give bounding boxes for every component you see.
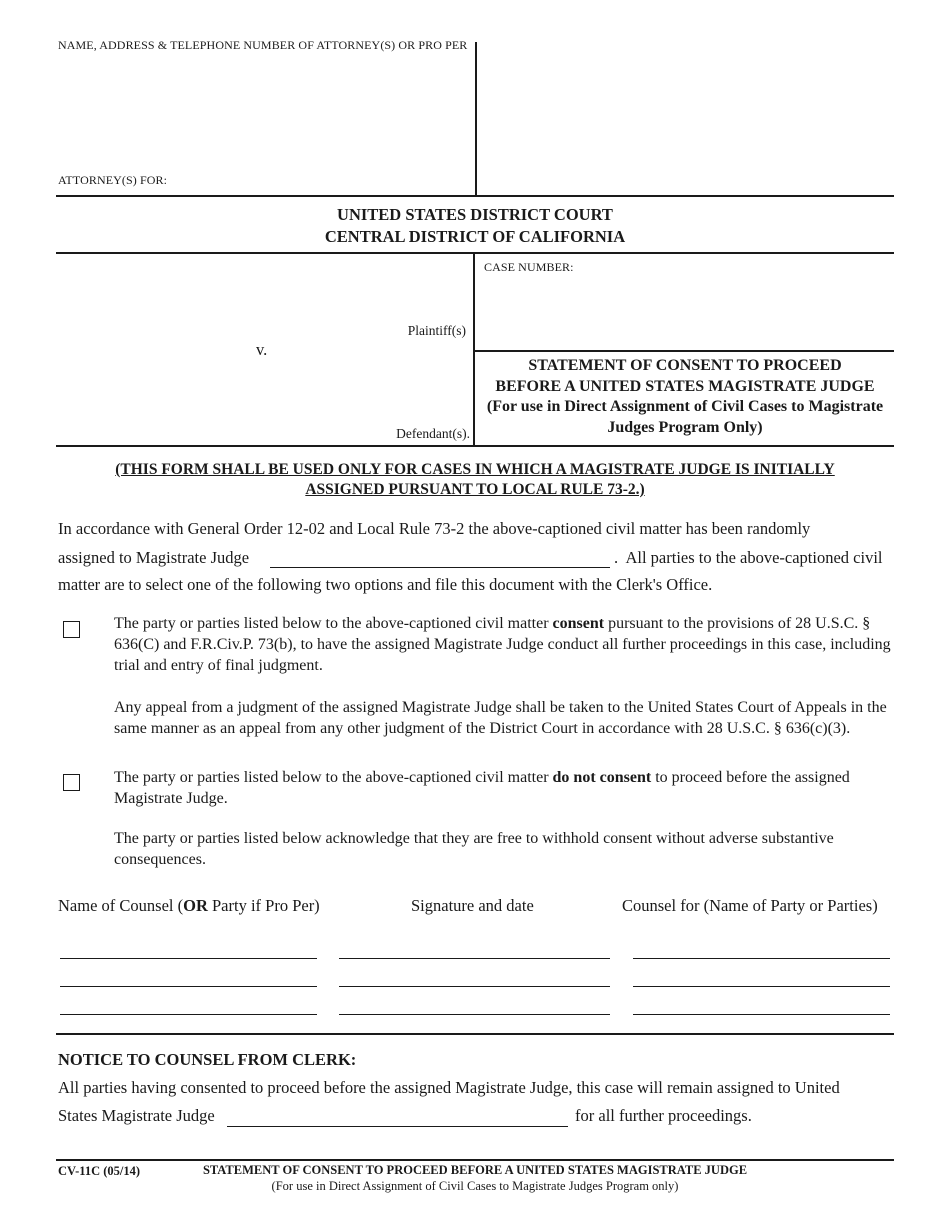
- form-title-line2: BEFORE A UNITED STATES MAGISTRATE JUDGE: [495, 377, 875, 395]
- no-consent-text-post: to proceed before the assigned Magistrate Judge.: [114, 769, 850, 807]
- caption-rule: [56, 445, 894, 447]
- clerk-notice-heading: NOTICE TO COUNSEL FROM CLERK:: [58, 1050, 357, 1069]
- usage-notice-line1: (THIS FORM SHALL BE USED ONLY FOR CASES IN WHICH A MAGISTRATE JUDGE IS INITIALLY: [115, 461, 835, 478]
- plaintiff-label: Plaintiff(s): [407, 323, 466, 338]
- col-header-counsel: [58, 896, 320, 916]
- usage-notice: [56, 460, 894, 500]
- magistrate-judge-field[interactable]: [270, 567, 610, 568]
- attorney-info-label: NAME, ADDRESS & TELEPHONE NUMBER OF ATTORNEY(S) OR PRO PER: [58, 38, 468, 52]
- consent-text-post: pursuant to the provisions of 28 U.S.C. § 636(C) and F.R.Civ.P. 73(b), to have the assigned Magistrate Judge conduct all further proceedings in this case, including trial and entry of final judgment.: [114, 615, 891, 674]
- court-name: [56, 204, 894, 248]
- clerk-notice-line2-end: for all further proceedings.: [575, 1106, 752, 1125]
- intro-line3: matter are to select one of the following two options and file this document with the Clerk's Office.: [58, 575, 713, 594]
- versus-label: v.: [256, 340, 268, 359]
- attorney-info-field[interactable]: [58, 58, 468, 170]
- signature-table-rule: [56, 1033, 894, 1035]
- header-rule: [56, 195, 894, 197]
- no-consent-checkbox[interactable]: [63, 774, 80, 791]
- col-header-signature: Signature and date: [411, 896, 534, 915]
- caption-divider: [473, 253, 475, 445]
- no-consent-paragraph: [114, 767, 894, 809]
- case-number-field[interactable]: [484, 278, 884, 344]
- usage-notice-line2: ASSIGNED PURSUANT TO LOCAL RULE 73-2.): [305, 481, 645, 498]
- counsel-name-field-2[interactable]: [60, 986, 317, 987]
- form-title-line4: Judges Program Only): [607, 418, 763, 436]
- court-name-line1: UNITED STATES DISTRICT COURT: [337, 205, 613, 224]
- court-use-box: [480, 42, 892, 192]
- case-number-label: CASE NUMBER:: [484, 260, 574, 274]
- counsel-name-field-3[interactable]: [60, 1014, 317, 1015]
- form-title-line1: STATEMENT OF CONSENT TO PROCEED: [528, 357, 842, 374]
- signature-field-3[interactable]: [339, 1014, 610, 1015]
- footer-rule: [56, 1159, 894, 1161]
- attorney-for-label: ATTORNEY(S) FOR:: [58, 173, 168, 187]
- acknowledge-paragraph: The party or parties listed below acknowledge that they are free to withhold consent without adverse substantive consequences.: [114, 830, 834, 868]
- no-consent-text-pre: The party or parties listed below to the above-captioned civil matter: [114, 769, 553, 786]
- assigned-judge-field[interactable]: [227, 1126, 568, 1127]
- intro-line2-end: . All parties to the above-captioned civil: [614, 548, 883, 567]
- court-rule: [56, 252, 894, 254]
- appeal-paragraph: Any appeal from a judgment of the assigned Magistrate Judge shall be taken to the United States Court of Appeals in the same manner as an appeal from any other judgment of the District Court in accordance with 28 U.S.C. § 636(c)(3).: [114, 699, 887, 737]
- case-number-rule: [474, 350, 894, 352]
- col-header-counsel-bold: OR: [183, 896, 208, 915]
- form-title: [476, 356, 894, 438]
- clerk-notice-line2-start: States Magistrate Judge: [58, 1106, 215, 1125]
- consent-paragraph: [114, 613, 894, 676]
- footer-title: STATEMENT OF CONSENT TO PROCEED BEFORE A UNITED STATES MAGISTRATE JUDGE: [202, 1163, 748, 1177]
- clerk-notice-line1: All parties having consented to proceed before the assigned Magistrate Judge, this case will remain assigned to United: [58, 1078, 840, 1097]
- col-header-counsel-for: Counsel for (Name of Party or Parties): [622, 896, 878, 915]
- form-id: CV-11C (05/14): [58, 1164, 141, 1178]
- counsel-for-field-2[interactable]: [633, 986, 890, 987]
- signature-field-2[interactable]: [339, 986, 610, 987]
- col-header-counsel-pre: Name of Counsel (: [58, 896, 184, 915]
- intro-line1: In accordance with General Order 12-02 and Local Rule 73-2 the above-captioned civil matter has been randomly: [58, 519, 811, 538]
- form-title-line3: (For use in Direct Assignment of Civil Cases to Magistrate: [486, 398, 884, 415]
- no-consent-text-bold: do not consent: [552, 769, 652, 786]
- header-divider: [475, 42, 477, 196]
- footer-title-block: [180, 1162, 770, 1194]
- counsel-for-field-1[interactable]: [633, 958, 890, 959]
- consent-text-pre: The party or parties listed below to the above-captioned civil matter: [114, 615, 553, 632]
- court-name-line2: CENTRAL DISTRICT OF CALIFORNIA: [324, 227, 626, 246]
- attorney-for-field[interactable]: [170, 170, 470, 190]
- counsel-for-field-3[interactable]: [633, 1014, 890, 1015]
- counsel-name-field-1[interactable]: [60, 958, 317, 959]
- defendant-label: Defendant(s).: [396, 426, 470, 441]
- consent-text-bold: consent: [552, 615, 605, 632]
- consent-checkbox[interactable]: [63, 621, 80, 638]
- col-header-counsel-post: Party if Pro Per): [207, 896, 320, 915]
- signature-field-1[interactable]: [339, 958, 610, 959]
- footer-subtitle: (For use in Direct Assignment of Civil Cases to Magistrate Judges Program only): [271, 1179, 679, 1193]
- intro-line2-start: assigned to Magistrate Judge: [58, 548, 250, 567]
